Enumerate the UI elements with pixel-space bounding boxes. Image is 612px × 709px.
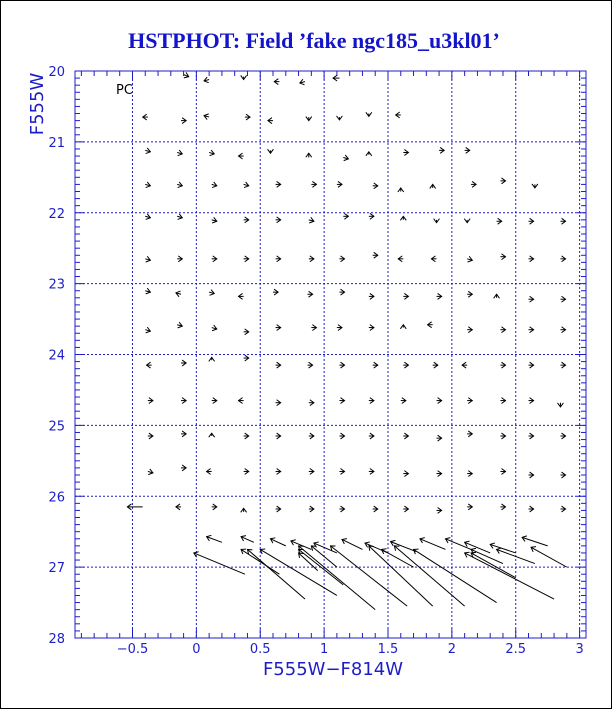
x-tick-label: 0.5 — [249, 642, 271, 657]
y-axis-label: F555W — [27, 72, 48, 136]
y-tick-label: 21 — [48, 135, 65, 151]
x-tick-label: 3 — [575, 642, 584, 657]
y-tick-label: 26 — [48, 490, 65, 506]
y-tick-label: 25 — [48, 419, 65, 435]
y-tick-label: 24 — [48, 348, 65, 364]
y-tick-label: 20 — [48, 65, 65, 80]
x-tick-label: 0 — [192, 642, 201, 657]
pc-annotation: PC — [116, 83, 133, 98]
x-tick-label: 2 — [447, 642, 457, 657]
y-tick-label: 22 — [48, 206, 65, 222]
x-tick-label: 1 — [319, 642, 329, 657]
x-tick-label: 2.5 — [505, 642, 527, 657]
y-tick-label: 28 — [48, 632, 65, 647]
x-tick-label: −0.5 — [116, 642, 149, 657]
y-tick-label: 23 — [48, 277, 65, 293]
x-tick-label: 1.5 — [377, 642, 399, 657]
x-axis-label: F555W−F814W — [262, 659, 404, 680]
chart-title: HSTPHOT: Field ’fake ngc185_u3kl01’ — [128, 28, 500, 53]
y-tick-label: 27 — [48, 561, 65, 577]
